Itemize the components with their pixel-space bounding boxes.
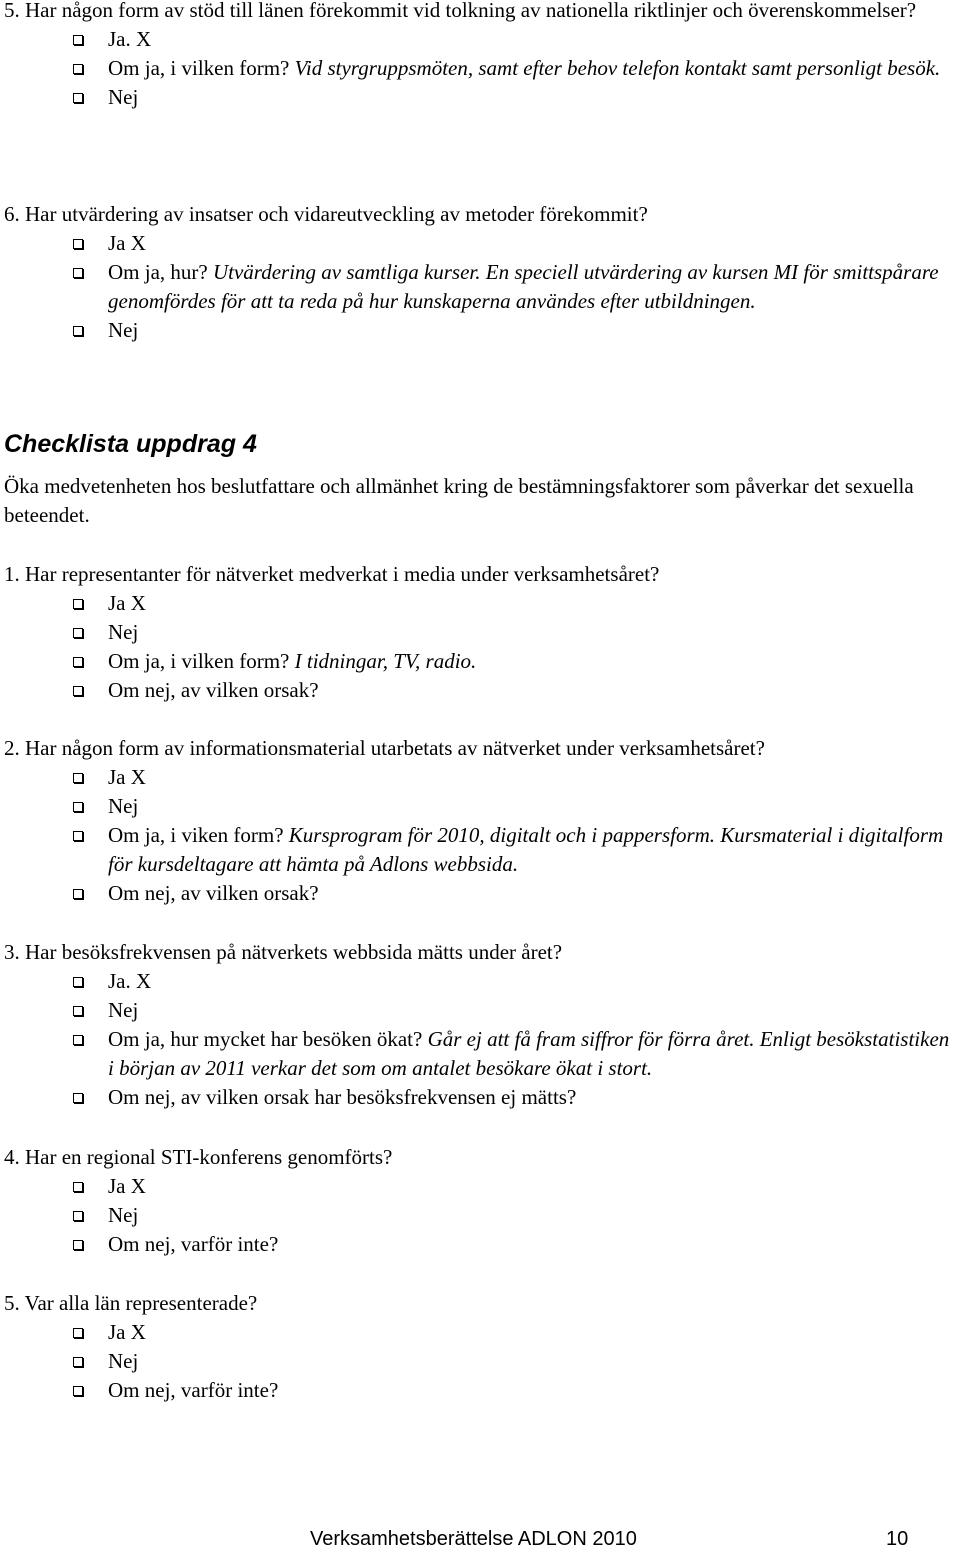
- checkbox-icon: [73, 1035, 83, 1045]
- checkbox-icon: [73, 1006, 83, 1016]
- option-item: [4, 996, 956, 1025]
- option-label: Nej: [108, 1349, 139, 1373]
- option-list: [4, 967, 956, 1112]
- checkbox-icon: [73, 889, 83, 899]
- answer-text: Utvärdering av samtliga kurser. En speciell utvärdering av kursen MI för smittspårare genomfördes för att ta reda på hur kunskaperna användes efter utbildningen.: [108, 260, 939, 313]
- option-label: Ja X: [108, 591, 146, 615]
- option-label: Om nej, varför inte?: [108, 1232, 279, 1256]
- option-label: Om nej, varför inte?: [108, 1378, 279, 1402]
- option-item: [4, 1376, 956, 1405]
- option-label: Ja X: [108, 1174, 146, 1198]
- option-label: Ja X: [108, 1320, 146, 1344]
- answer-text: Går ej att få fram siffror för förra året. Enligt besökstatistiken i början av 2011 verkar det som om antalet besökare ökat i stort.: [108, 1027, 950, 1080]
- section-intro-block: [4, 472, 956, 530]
- option-list: [4, 763, 956, 908]
- option-item: [4, 316, 956, 345]
- question-block-5-support: [4, 0, 956, 112]
- option-label: Ja. X: [108, 969, 152, 993]
- option-item: [4, 1083, 956, 1112]
- question-block-3: [4, 938, 956, 1112]
- checkbox-icon: [73, 831, 83, 841]
- checkbox-icon: [73, 977, 83, 987]
- option-label: Ja. X: [108, 27, 152, 51]
- question-text: 5. Har någon form av stöd till länen förekommit vid tolkning av nationella riktlinjer och överenskommelser?: [4, 0, 917, 22]
- answer-text: Vid styrgruppsmöten, samt efter behov telefon kontakt samt personligt besök.: [294, 56, 941, 80]
- option-label: Om ja, i vilken form?: [108, 649, 290, 673]
- option-list: [4, 1318, 956, 1405]
- option-item: [4, 647, 956, 676]
- checkbox-icon: [73, 1182, 83, 1192]
- checkbox-icon: [73, 93, 83, 103]
- option-list: [4, 25, 956, 112]
- question-text: 2. Har någon form av informationsmaterial utarbetats av nätverket under verksamhetsåret?: [4, 736, 765, 760]
- checkbox-icon: [73, 686, 83, 696]
- option-label: Nej: [108, 620, 139, 644]
- question-text: 3. Har besöksfrekvensen på nätverkets webbsida mätts under året?: [4, 940, 563, 964]
- checkbox-icon: [73, 239, 83, 249]
- option-item: [4, 821, 956, 879]
- checkbox-icon: [73, 326, 83, 336]
- checkbox-icon: [73, 1240, 83, 1250]
- option-list: [4, 229, 956, 345]
- checkbox-icon: [73, 1093, 83, 1103]
- option-label: Nej: [108, 998, 139, 1022]
- option-label: Nej: [108, 85, 139, 109]
- question-text: 6. Har utvärdering av insatser och vidareutveckling av metoder förekommit?: [4, 202, 648, 226]
- section-heading: Checklista uppdrag 4: [4, 430, 257, 458]
- option-item: [4, 676, 956, 705]
- option-item: [4, 1025, 956, 1083]
- option-item: [4, 258, 956, 316]
- option-item: [4, 792, 956, 821]
- checkbox-icon: [73, 1357, 83, 1367]
- question-block-4: [4, 1143, 956, 1259]
- option-item: [4, 1347, 956, 1376]
- checkbox-icon: [73, 628, 83, 638]
- option-item: [4, 83, 956, 112]
- option-label: Ja X: [108, 765, 146, 789]
- checkbox-icon: [73, 35, 83, 45]
- option-item: [4, 967, 956, 996]
- option-item: [4, 1318, 956, 1347]
- footer-title: Verksamhetsberättelse ADLON 2010: [310, 1528, 637, 1550]
- option-list: [4, 1172, 956, 1259]
- option-label: Nej: [108, 1203, 139, 1227]
- option-label: Om ja, hur mycket har besöken ökat?: [108, 1027, 423, 1051]
- option-item: [4, 618, 956, 647]
- option-label: Om ja, i vilken form?: [108, 56, 290, 80]
- option-item: [4, 879, 956, 908]
- option-label: Nej: [108, 794, 139, 818]
- option-label: Om ja, i viken form?: [108, 823, 284, 847]
- checkbox-icon: [73, 657, 83, 667]
- option-label: Om ja, hur?: [108, 260, 208, 284]
- question-block-2: [4, 734, 956, 908]
- option-list: [4, 589, 956, 705]
- option-item: [4, 763, 956, 792]
- checkbox-icon: [73, 1328, 83, 1338]
- option-label: Om nej, av vilken orsak?: [108, 881, 319, 905]
- checkbox-icon: [73, 599, 83, 609]
- question-text: 1. Har representanter för nätverket medverkat i media under verksamhetsåret?: [4, 562, 660, 586]
- option-item: [4, 25, 956, 54]
- section-header: [4, 430, 956, 459]
- option-item: [4, 54, 956, 83]
- option-item: [4, 229, 956, 258]
- page-number: 10: [886, 1528, 909, 1550]
- option-label: Om nej, av vilken orsak har besöksfrekvensen ej mätts?: [108, 1085, 577, 1109]
- option-label: Ja X: [108, 231, 146, 255]
- answer-text: I tidningar, TV, radio.: [294, 649, 477, 673]
- checkbox-icon: [73, 268, 83, 278]
- section-intro: Öka medvetenheten hos beslutfattare och allmänhet kring de bestämningsfaktorer som påverkar det sexuella beteendet.: [4, 474, 914, 527]
- option-item: [4, 1172, 956, 1201]
- option-item: [4, 1201, 956, 1230]
- question-text: 4. Har en regional STI-konferens genomförts?: [4, 1145, 393, 1169]
- option-item: [4, 1230, 956, 1259]
- question-text: 5. Var alla län representerade?: [4, 1291, 258, 1315]
- option-item: [4, 589, 956, 618]
- checkbox-icon: [73, 64, 83, 74]
- answer-text: Kursprogram för 2010, digitalt och i pappersform. Kursmaterial i digitalform för kursdeltagare att hämta på Adlons webbsida.: [108, 823, 944, 876]
- checkbox-icon: [73, 802, 83, 812]
- checkbox-icon: [73, 773, 83, 783]
- question-block-6-evaluation: [4, 200, 956, 345]
- option-label: Nej: [108, 318, 139, 342]
- checkbox-icon: [73, 1211, 83, 1221]
- question-block-1: [4, 560, 956, 705]
- checkbox-icon: [73, 1386, 83, 1396]
- question-block-5: [4, 1289, 956, 1405]
- option-label: Om nej, av vilken orsak?: [108, 678, 319, 702]
